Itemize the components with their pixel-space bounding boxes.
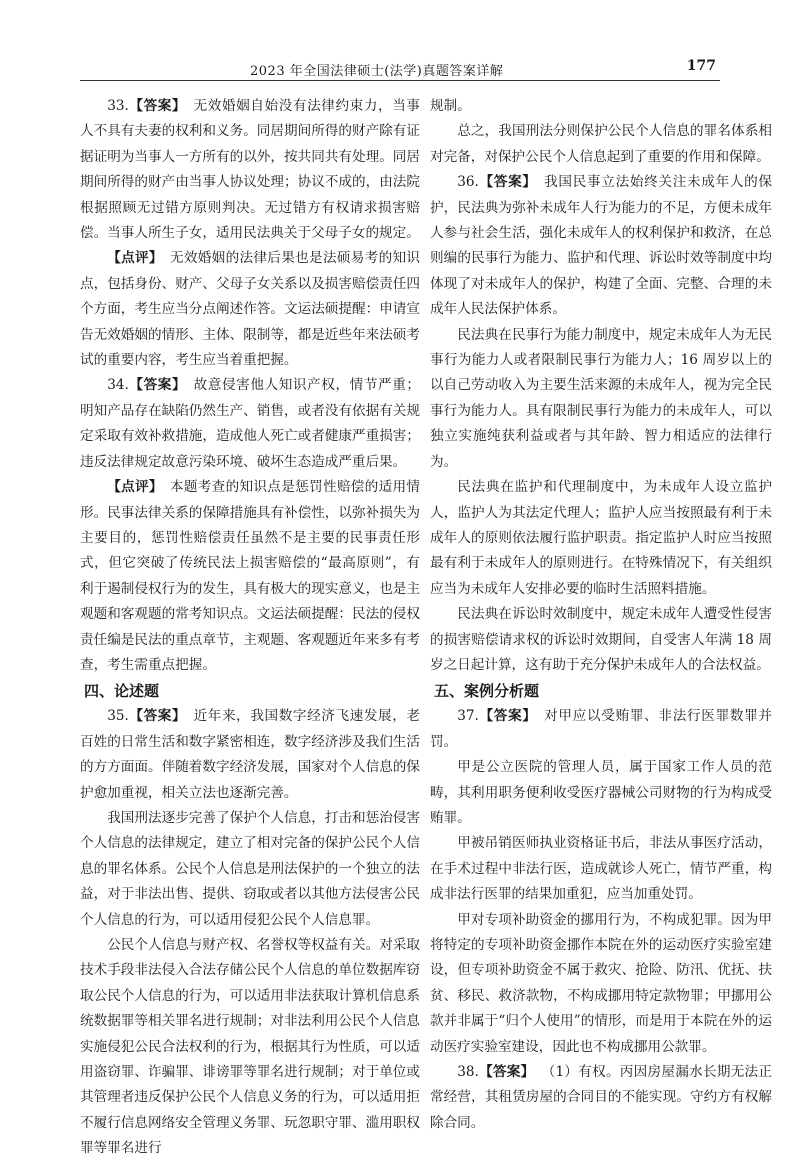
header-title: 2023 年全国法律硕士(法学)真题答案详解 [250,64,504,79]
answer-tag: 【答案】 [478,1064,535,1081]
answer-paragraph [80,94,420,246]
comment-paragraph [80,246,420,373]
paragraph-text: 民法典在诉讼时效制度中，规定未成年人遭受性侵害的损害赔偿请求权的诉讼时效期间，自受害人年满 18 周岁之日起计算，这有助于充分保护未成年人的合法权益。 [430,606,772,673]
paragraph-text: 公民个人信息与财产权、名誉权等权益有关。对采取技术手段非法侵入合法存储公民个人信息的单位数据库窃取公民个人信息的行为，可以适用非法获取计算机信息系统数据罪等相关罪名进行规制；对非法利用公民个人信息实施侵犯公民合法权利的行为，根据其行为性质，可以适用盗窃罪、诈骗罪、诽谤罪等罪名进行规制；对于单位或其管理者违反保护公民个人信息义务的行为，可以适用拒不履行信息网络安全管理义务罪、玩忽职守罪、滥用职权罪等罪名进行 [80,937,420,1157]
paragraph-text: 甲是公立医院的管理人员，属于国家工作人员的范畴，其利用职务便利收受医疗器械公司财物的行为构成受贿罪。 [430,759,772,826]
answer-paragraph [430,704,772,755]
question-number: 36. [457,174,479,191]
paragraph-text: 民法典在民事行为能力制度中，规定未成年人为无民事行为能力人或者限制民事行为能力人；16 周岁以上的以自己劳动收入为主要生活来源的未成年人，视为完全民事行为能力人。具有限制民事行为能力的未成年人，可以独立实施纯获利益或者与其年龄、智力相适应的法律行为。 [430,326,772,470]
paragraph-text: 总之，我国刑法分则保护公民个人信息的罪名体系相对完备，对保护公民个人信息起到了重要的作用和保障。 [430,123,772,165]
running-header [80,58,720,81]
answer-paragraph [430,1060,772,1136]
answer-tag: 【答案】 [128,377,187,394]
comment-tag: 【点评】 [107,479,163,496]
answer-tag: 【答案】 [128,98,187,114]
answer-paragraph [430,831,772,907]
paragraph-text: 无效婚姻自始没有法律约束力，当事人不具有夫妻的权利和义务。同居期间所得的财产除有证据证明为当事人一方所有的以外，按共同共有处理。同居期间所得的财产由当事人协议处理；协议不成的，由法院根据照顾无过错方原则判决。无过错方有权请求损害赔偿。当事人所生子女，适用民法典关于父母子女的规定。 [80,98,421,242]
paragraph-text: 甲被吊销医师执业资格证书后，非法从事医疗活动，在手术过程中非法行医，造成就诊人死亡，情节严重，构成非法行医罪的结果加重犯，应当加重处罚。 [430,835,772,903]
answer-paragraph [430,908,772,1060]
answer-paragraph [430,170,772,322]
paragraph-text: 民法典在监护和代理制度中，为未成年人设立监护人，监护人为其法定代理人；监护人应当按照最有利于未成年人的原则依法履行监护职责。指定监护人时应当按照最有利于未成年人的原则进行。在特殊情况下，有关组织应当为未成年人安排必要的临时生活照料措施。 [430,479,772,597]
question-number: 33. [107,98,129,114]
paragraph-text: 近年来，我国数字经济飞速发展，老百姓的日常生活和数字紧密相连，数字经济涉及我们生活的方方面面。伴随着数字经济发展，国家对个人信息的保护愈加重视，相关立法也逐渐完善。 [80,708,421,801]
answer-paragraph [430,602,772,678]
left-column [80,94,420,1162]
answer-paragraph [430,475,772,602]
question-number: 37. [457,708,479,725]
section-heading: 五、案例分析题 [434,682,540,701]
answer-paragraph [80,933,420,1162]
answer-tag: 【答案】 [478,708,537,725]
answer-paragraph [430,94,772,119]
paragraph-text: 规制。 [430,98,471,114]
paragraph-text: 无效婚姻的法律后果也是法硕易考的知识点，包括身份、财产、父母子女关系以及损害赔偿责任四个方面，考生应当分点阐述作答。文运法硕提醒：申请宣告无效婚姻的情形、主体、限制等，都是近些年来法硕考试的重要内容，考生应当着重把握。 [80,250,421,369]
paragraph-text: （1）有权。丙因房屋漏水长期无法正常经营，其租赁房屋的合同目的不能实现。守约方有权解除合同。 [430,1064,773,1131]
answer-paragraph [80,806,420,933]
section-heading: 四、论述题 [84,682,160,701]
answer-paragraph [430,323,772,475]
paragraph-text: 我国刑法逐步完善了保护个人信息，打击和惩治侵害个人信息的法律规定，建立了相对完备的保护公民个人信息的罪名体系。公民个人信息是刑法保护的一个独立的法益，对于非法出售、提供、窃取或者以其他方法侵害公民个人信息的行为，可以适用侵犯公民个人信息罪。 [80,809,420,928]
answer-paragraph [80,373,420,475]
answer-tag: 【答案】 [478,174,537,191]
paragraph-text: 本题考查的知识点是惩罚性赔偿的适用情形。民事法律关系的保障措施具有补偿性，以弥补损失为主要目的，惩罚性赔偿责任虽然不是主要的民事责任形式，但它突破了传统民法上损害赔偿的“最高原则”，有利于遏制侵权行为的发生，具有极大的现实意义，也是主观题和客观题的常考知识点。文运法硕提醒：民法的侵权责任编是民法的重点章节，主观题、客观题近年来多有考查，考生需重点把握。 [80,479,421,673]
question-number: 35. [107,708,129,725]
right-column [430,94,772,1136]
paragraph-text: 故意侵害他人知识产权，情节严重；明知产品存在缺陷仍然生产、销售，或者没有依据有关规定采取有效补救措施，造成他人死亡或者健康严重损害；违反法律规定故意污染环境、破坏生态造成严重后果。 [80,377,421,470]
answer-paragraph [430,119,772,170]
answer-paragraph [430,755,772,831]
paragraph-text: 对甲应以受贿罪、非法行医罪数罪并罚。 [430,708,773,750]
answer-paragraph [80,704,420,806]
comment-tag: 【点评】 [107,250,163,267]
question-number: 34. [107,377,129,394]
question-number: 38. [457,1064,479,1081]
answer-tag: 【答案】 [128,708,187,725]
paragraph-text: 我国民事立法始终关注未成年人的保护，民法典为弥补未成年人行为能力的不足，方便未成年人参与社会生活，强化未成年人的权利保护和救济，在总则编的民事行为能力、监护和代理、诉讼时效等制度中均体现了对未成年人的保护，构建了全面、完整、合理的未成年人民法保护体系。 [430,174,773,318]
paragraph-text: 甲对专项补助资金的挪用行为，不构成犯罪。因为甲将特定的专项补助资金挪作本院在外的运动医疗实验室建设，但专项补助资金不属于救灾、抢险、防汛、优抚、扶贫、移民、救济款物，不构成挪用特定款物罪；甲挪用公款并非属于“归个人使用”的情形，而是用于本院在外的运动医疗实验室建设，因此也不构成挪用公款罪。 [430,911,772,1055]
comment-paragraph [80,475,420,678]
page-number: 177 [686,58,716,74]
